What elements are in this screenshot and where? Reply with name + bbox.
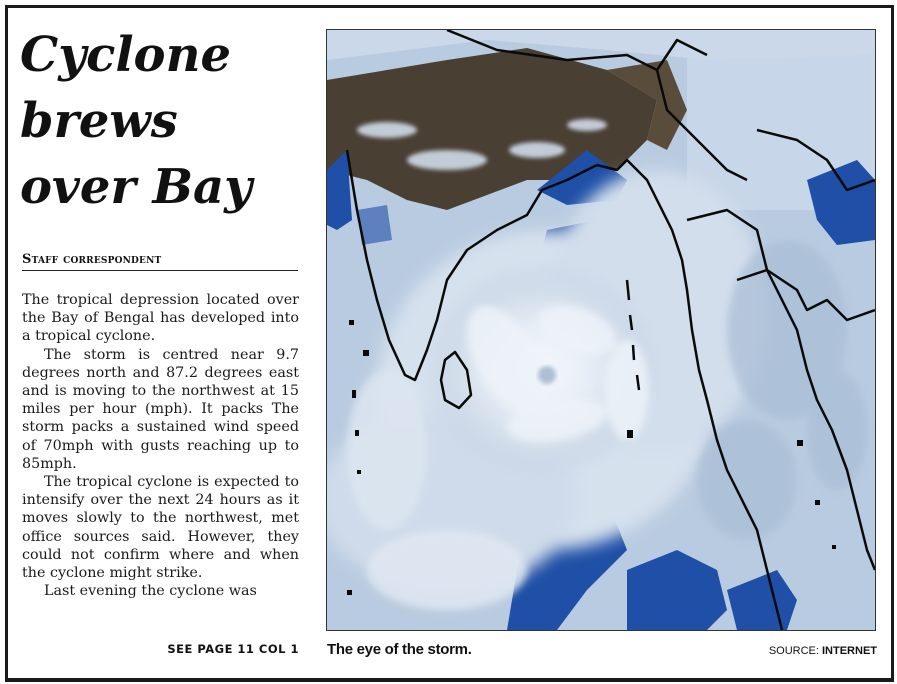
paragraph-3: The tropical cyclone is expected to intensify over the next 24 hours as it moves slowly to the northwest, met office sources said. However, they could not confirm where and when the cyclone might strike. <box>22 474 299 582</box>
headline-line-3: over Bay <box>20 159 253 215</box>
continuation-jump: SEE PAGE 11 COL 1 <box>167 642 299 656</box>
satellite-image <box>326 29 876 631</box>
article-body <box>22 291 299 635</box>
byline: Staff correspondent <box>22 252 298 271</box>
paragraph-4: Last evening the cyclone was <box>44 583 257 600</box>
photo-caption: The eye of the storm. <box>327 641 472 658</box>
headline <box>20 22 310 220</box>
headline-line-1: Cyclone <box>20 27 232 83</box>
photo-source <box>769 645 877 657</box>
paragraph-1: The tropical depression located over the Bay of Bengal has developed into a tropical cyclone. <box>22 292 299 345</box>
satellite-illustration <box>327 30 875 630</box>
source-label: SOURCE: <box>768 645 822 657</box>
source-value: INTERNET <box>822 645 877 657</box>
headline-line-2: brews <box>20 93 178 149</box>
bottom-rule <box>5 678 894 682</box>
paragraph-2: The storm is centred near 9.7 degrees north and 87.2 degrees east and is moving to the northwest at 15 miles per hour (mph). It packs The storm packs a sustained wind speed of 70mph with gusts reaching up to 85mph. <box>22 346 299 472</box>
